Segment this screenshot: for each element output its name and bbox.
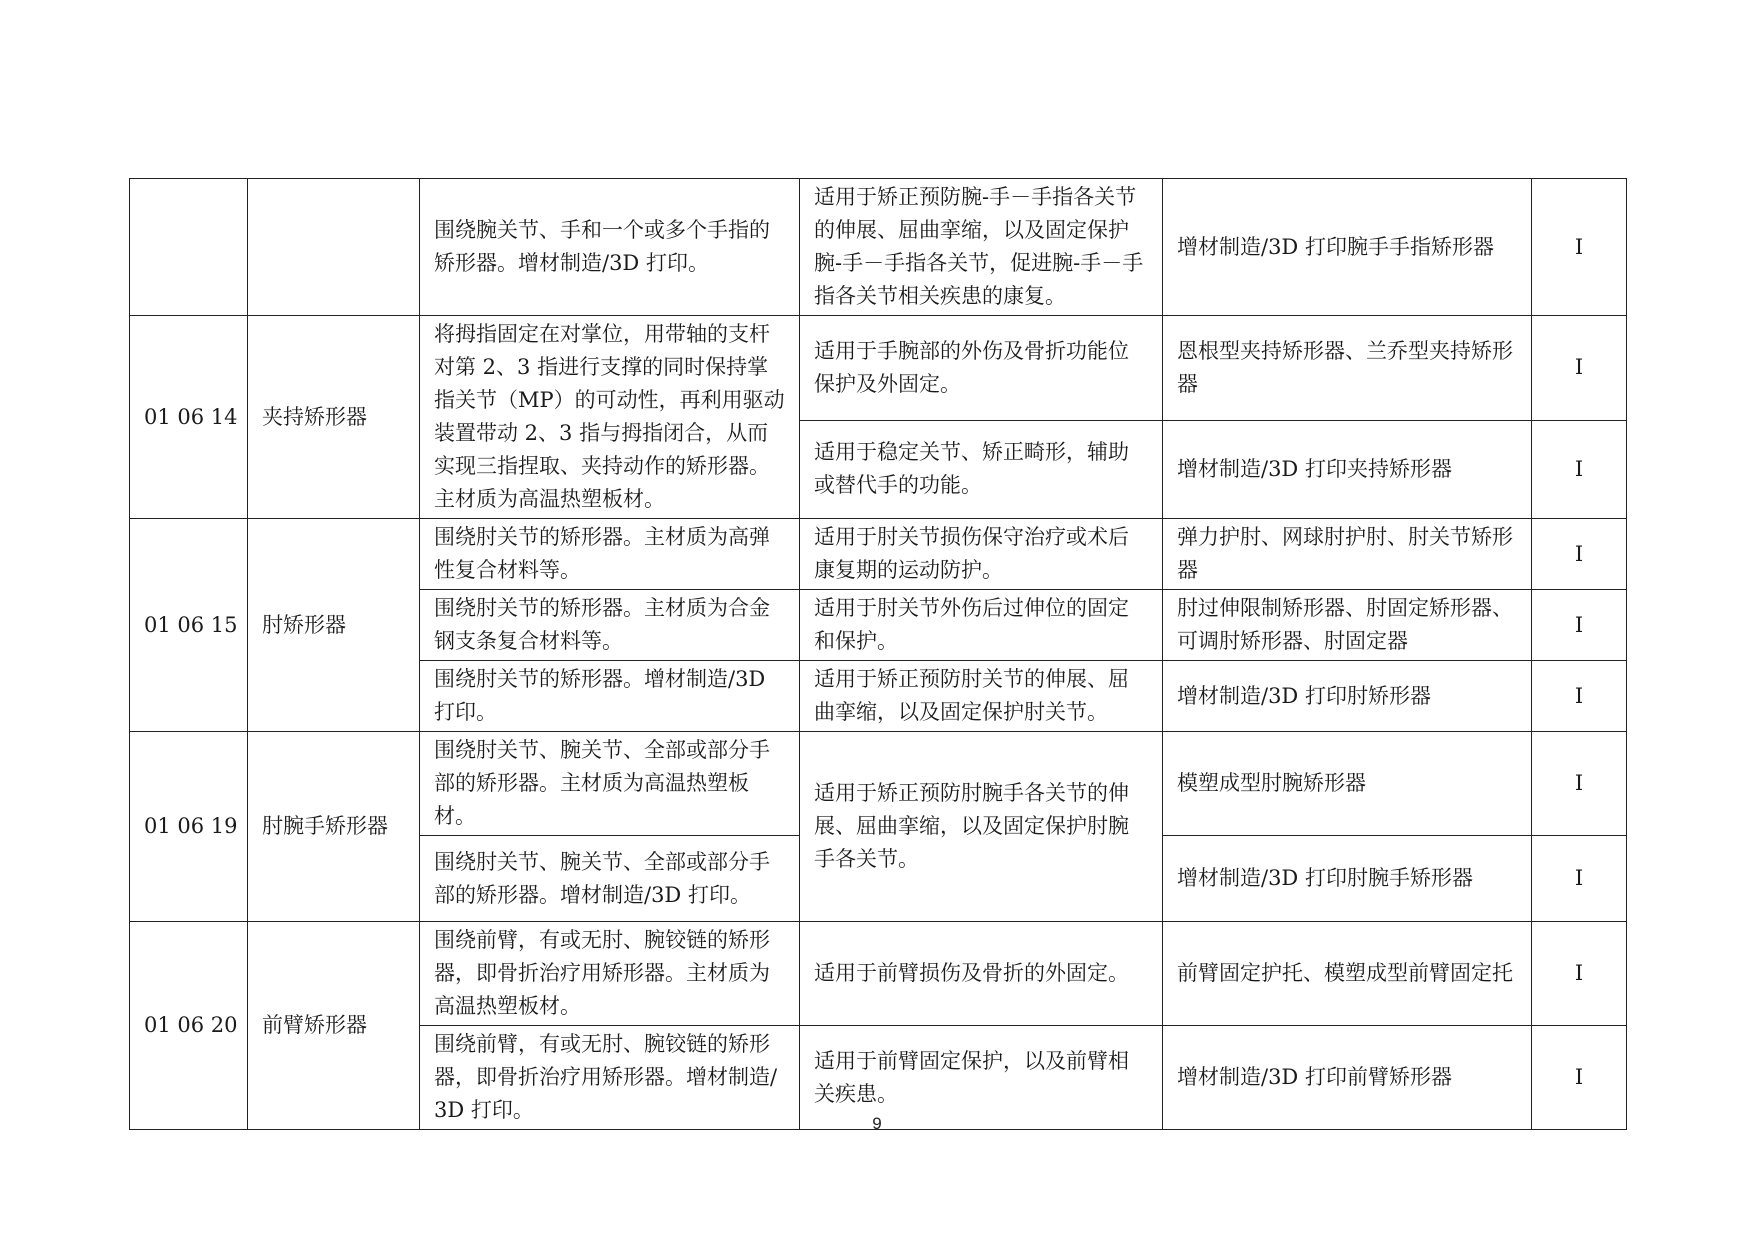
intended-use: 适用于前臂损伤及骨折的外固定。 — [800, 922, 1163, 1026]
table-row — [130, 519, 1627, 590]
product-description: 围绕肘关节、腕关节、全部或部分手部的矫形器。主材质为高温热塑板材。 — [420, 732, 800, 836]
product-examples: 增材制造/3D 打印肘矫形器 — [1163, 661, 1532, 732]
table-row — [130, 316, 1627, 421]
product-name: 前臂矫形器 — [248, 922, 420, 1130]
product-description: 将拇指固定在对掌位，用带轴的支杆对第 2、3 指进行支撑的同时保持掌指关节（MP）的可动性，再利用驱动装置带动 2、3 指与拇指闭合，从而实现三指捏取、夹持动作的矫形器。主材质为高温热塑板材。 — [420, 316, 800, 519]
product-name: 肘矫形器 — [248, 519, 420, 732]
management-class: I — [1532, 316, 1627, 421]
intended-use: 适用于稳定关节、矫正畸形，辅助或替代手的功能。 — [800, 420, 1163, 518]
product-name: 肘腕手矫形器 — [248, 732, 420, 922]
product-examples: 增材制造/3D 打印前臂矫形器 — [1163, 1026, 1532, 1130]
table-row — [130, 922, 1627, 1026]
management-class: I — [1532, 922, 1627, 1026]
table-row — [130, 732, 1627, 836]
product-name: 夹持矫形器 — [248, 316, 420, 519]
management-class: I — [1532, 661, 1627, 732]
device-catalog-table — [129, 178, 1627, 1130]
management-class: I — [1532, 732, 1627, 836]
product-examples: 前臂固定护托、模塑成型前臂固定托 — [1163, 922, 1532, 1026]
intended-use: 适用于前臂固定保护，以及前臂相关疾患。 — [800, 1026, 1163, 1130]
product-examples: 增材制造/3D 打印夹持矫形器 — [1163, 420, 1532, 518]
product-description: 围绕肘关节的矫形器。增材制造/3D 打印。 — [420, 661, 800, 732]
intended-use: 适用于矫正预防肘腕手各关节的伸展、屈曲挛缩，以及固定保护肘腕手各关节。 — [800, 732, 1163, 922]
intended-use: 适用于肘关节损伤保守治疗或术后康复期的运动防护。 — [800, 519, 1163, 590]
product-examples: 增材制造/3D 打印腕手手指矫形器 — [1163, 179, 1532, 316]
product-examples: 模塑成型肘腕矫形器 — [1163, 732, 1532, 836]
page-number: 9 — [872, 1114, 882, 1133]
management-class: I — [1532, 519, 1627, 590]
product-description: 围绕腕关节、手和一个或多个手指的矫形器。增材制造/3D 打印。 — [420, 179, 800, 316]
product-description: 围绕肘关节、腕关节、全部或部分手部的矫形器。增材制造/3D 打印。 — [420, 836, 800, 922]
intended-use: 适用于手腕部的外伤及骨折功能位保护及外固定。 — [800, 316, 1163, 421]
product-description: 围绕前臂，有或无肘、腕铰链的矫形器，即骨折治疗用矫形器。主材质为高温热塑板材。 — [420, 922, 800, 1026]
intended-use: 适用于矫正预防腕-手－手指各关节的伸展、屈曲挛缩，以及固定保护腕-手－手指各关节，促进腕-手－手指各关节相关疾患的康复。 — [800, 179, 1163, 316]
category-code: 01 06 14 — [130, 316, 248, 519]
management-class: I — [1532, 420, 1627, 518]
product-name — [248, 179, 420, 316]
product-examples: 肘过伸限制矫形器、肘固定矫形器、可调肘矫形器、肘固定器 — [1163, 590, 1532, 661]
intended-use: 适用于矫正预防肘关节的伸展、屈曲挛缩，以及固定保护肘关节。 — [800, 661, 1163, 732]
product-examples: 弹力护肘、网球肘护肘、肘关节矫形器 — [1163, 519, 1532, 590]
product-description: 围绕前臂，有或无肘、腕铰链的矫形器，即骨折治疗用矫形器。增材制造/3D 打印。 — [420, 1026, 800, 1130]
table-row — [130, 179, 1627, 316]
category-code: 01 06 20 — [130, 922, 248, 1130]
category-code — [130, 179, 248, 316]
category-code: 01 06 15 — [130, 519, 248, 732]
product-description: 围绕肘关节的矫形器。主材质为高弹性复合材料等。 — [420, 519, 800, 590]
management-class: I — [1532, 179, 1627, 316]
product-examples: 恩根型夹持矫形器、兰乔型夹持矫形器 — [1163, 316, 1532, 421]
category-code: 01 06 19 — [130, 732, 248, 922]
management-class: I — [1532, 836, 1627, 922]
product-examples: 增材制造/3D 打印肘腕手矫形器 — [1163, 836, 1532, 922]
intended-use: 适用于肘关节外伤后过伸位的固定和保护。 — [800, 590, 1163, 661]
product-description: 围绕肘关节的矫形器。主材质为合金钢支条复合材料等。 — [420, 590, 800, 661]
management-class: I — [1532, 590, 1627, 661]
management-class: I — [1532, 1026, 1627, 1130]
